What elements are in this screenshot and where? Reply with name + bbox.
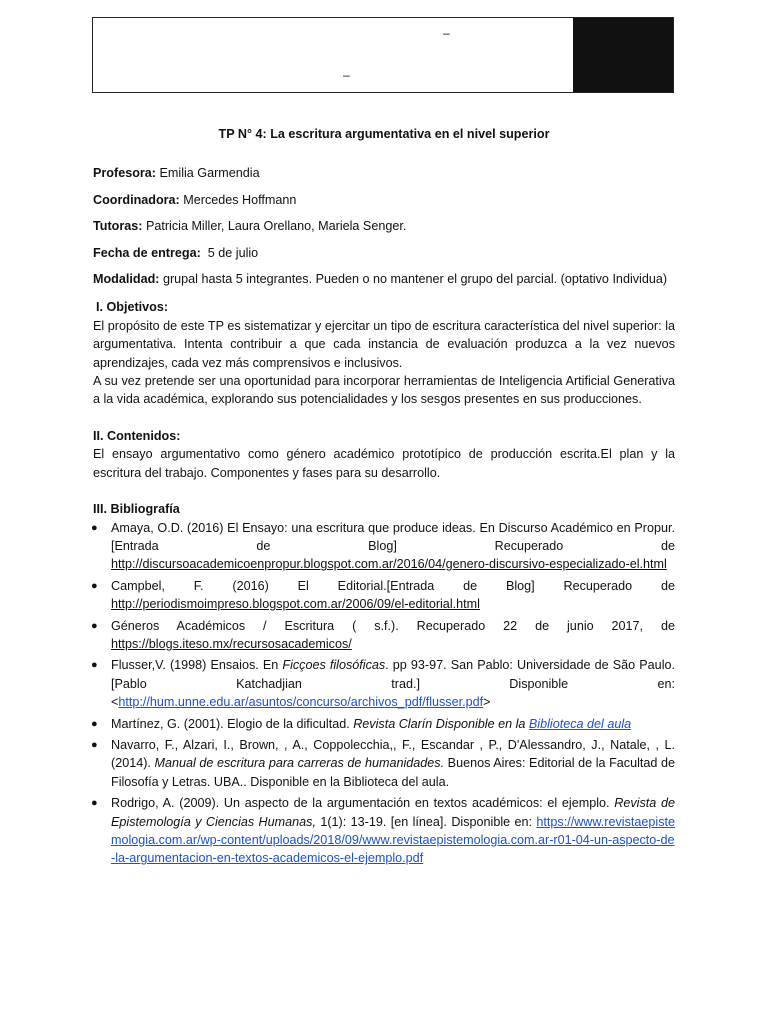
tutoras-label: Tutoras: <box>93 219 143 234</box>
bullet-icon: ● <box>91 797 98 810</box>
fecha-value: 5 de julio <box>200 245 259 260</box>
header-box <box>92 17 674 93</box>
coordinadora-row <box>93 191 675 209</box>
bib-italic: Manual de escritura para carreras de humanidades. <box>154 756 445 771</box>
bibliography-list <box>93 519 675 868</box>
bib-link[interactable]: http://periodismoimpreso.blogspot.com.ar/2006/09/el-editorial.html <box>111 597 480 612</box>
bib-text: Amaya, O.D. (2016) El Ensayo: una escritura que produce ideas. En Discurso Académico en Propur. [Entrada de Blog] Recuperado de <box>111 520 675 553</box>
header-dash-top: – <box>443 26 450 40</box>
bib-text-post: 1(1): 13-19. [en línea]. Disponible en: <box>315 814 537 829</box>
profesora-row <box>93 164 675 182</box>
page-title: TP N° 4: La escritura argumentativa en el nivel superior <box>218 127 550 141</box>
bib-text-post: . pp 93-97. San Pablo: Universidade de São Paulo. [Pablo Katchadjian trad.] Disponible en: < <box>111 658 675 710</box>
bib-italic: Ficçoes filosóficas <box>282 658 386 673</box>
bib-text: Rodrigo, A. (2009). Un aspecto de la argumentación en textos académicos: el ejemplo. <box>111 796 615 811</box>
bib-text: Martínez, G. (2001). Elogio de la dificultad. <box>111 716 354 731</box>
profesora-label: Profesora: <box>93 166 156 181</box>
modalidad-row <box>93 270 675 288</box>
bib-link[interactable]: https://blogs.iteso.mx/recursosacademicos/ <box>111 636 352 651</box>
bib-text-tail: > <box>483 695 491 710</box>
bullet-icon: ● <box>91 659 98 672</box>
bullet-icon: ● <box>91 521 98 534</box>
bib-text: Géneros Académicos / Escritura ( s.f.). Recuperado 22 de junio 2017, de <box>111 618 675 633</box>
bib-link[interactable]: https://www.revistaepistemologia.com.ar/wp-content/uploads/2018/09/www.revistaepistemologia.com.ar-r01-04-un-aspecto-de-la-argumentacion-en-textos-academicos-el-ejemplo.pdf <box>111 814 675 866</box>
bullet-icon: ● <box>91 619 98 632</box>
bib-text: Flusser,V. (1998) Ensaios. En <box>111 658 283 673</box>
profesora-value: Emilia Garmendia <box>156 166 260 181</box>
bib-text: Campbel, F. (2016) El Editorial.[Entrada de Blog] Recuperado de <box>111 578 675 593</box>
bullet-icon: ● <box>91 717 98 730</box>
fecha-label: Fecha de entrega: <box>93 245 201 260</box>
bib-italic: Revista Clarín Disponible en la <box>353 716 529 731</box>
bib-link[interactable]: http://hum.unne.edu.ar/asuntos/concurso/archivos_pdf/flusser.pdf <box>118 695 484 710</box>
bib-item-rodrigo <box>93 794 675 868</box>
bib-link[interactable]: Biblioteca del aula <box>528 716 632 731</box>
bib-text: Navarro, F., Alzari, I., Brown, , A., Coppolecchia,, F., Escandar , P., D'Alessandro, J., Natale, , L. (2014). <box>111 737 675 771</box>
bibliografia-title: III. Bibliografía <box>93 502 180 517</box>
bib-item-martinez <box>93 715 675 733</box>
tutoras-row <box>93 217 675 235</box>
bib-item-amaya <box>93 519 675 574</box>
bib-item-flusser <box>93 656 675 711</box>
bib-item-generos <box>93 617 675 654</box>
contenidos-title: II. Contenidos: <box>93 428 181 443</box>
objetivos-paragraph-1: El propósito de este TP es sistematizar y ejercitar un tipo de escritura característica del nivel superior: la argumentativa. Intenta contribuir a que cada instancia de evaluación produzca a la vez nuevos aprendizajes, cada vez más comprensivos e inclusivos. <box>93 318 675 370</box>
header-dash-bottom: – <box>343 68 350 82</box>
bullet-icon: ● <box>91 738 98 751</box>
bib-item-campbel <box>93 577 675 614</box>
header-black-block <box>573 18 673 92</box>
modalidad-value: grupal hasta 5 integrantes. Pueden o no mantener el grupo del parcial. (optativo Individua) <box>159 272 668 287</box>
bib-italic: Revista de Epistemología y Ciencias Humanas, <box>111 796 675 829</box>
objetivos-title: I. Objetivos: <box>96 300 169 315</box>
fecha-row <box>93 244 675 262</box>
bullet-icon: ● <box>91 579 98 592</box>
coordinadora-label: Coordinadora: <box>93 192 180 207</box>
document-body <box>93 125 675 871</box>
bib-link[interactable]: http://discursoacademicoenpropur.blogspot.com.ar/2016/04/genero-discursivo-especializado-el.html <box>111 557 667 572</box>
modalidad-label: Modalidad: <box>93 272 160 287</box>
objetivos-paragraph-2: A su vez pretende ser una oportunidad para incorporar herramientas de Inteligencia Artificial Generativa a la vida académica, explorando sus potencialidades y los sesgos presentes en sus producciones. <box>93 374 675 407</box>
bib-item-navarro <box>93 736 675 791</box>
tutoras-value: Patricia Miller, Laura Orellano, Mariela Senger. <box>142 219 407 234</box>
contenidos-paragraph: El ensayo argumentativo como género académico prototípico de producción escrita.El plan y la escritura del trabajo. Componentes y fases para su desarrollo. <box>93 447 675 480</box>
bib-text-post: Buenos Aires: Editorial de la Facultad de Filosofía y Letras. UBA.. Disponible en la Biblioteca del aula. <box>111 756 675 789</box>
coordinadora-value: Mercedes Hoffmann <box>179 192 297 207</box>
